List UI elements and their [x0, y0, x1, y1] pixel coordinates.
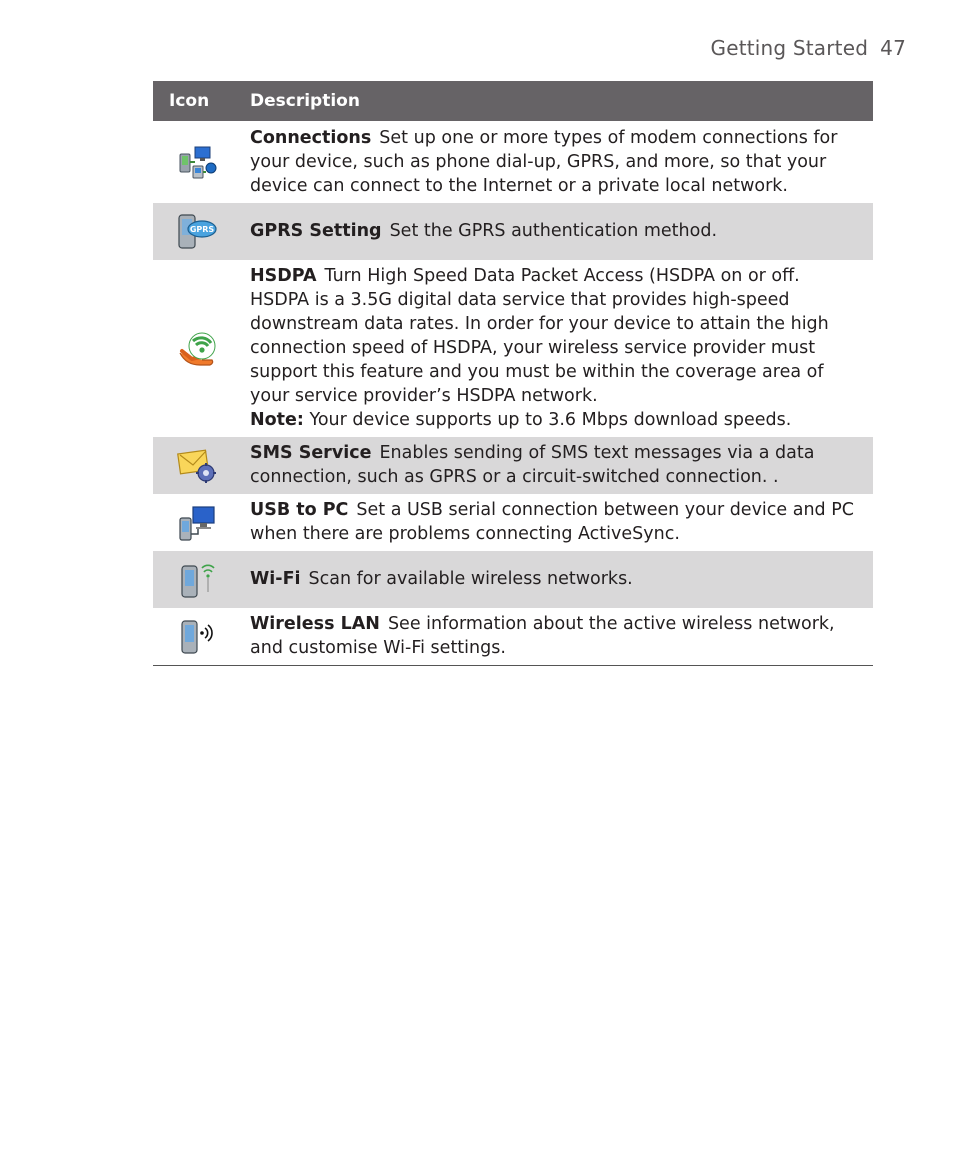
- gprs-icon: [153, 203, 237, 260]
- description-cell: [237, 494, 873, 551]
- section-title: Getting Started: [710, 36, 869, 60]
- table-row: [153, 121, 873, 203]
- note-text: Your device supports up to 3.6 Mbps download speeds.: [309, 410, 792, 430]
- description-text: Scan for available wireless networks.: [308, 569, 633, 589]
- description-cell: [237, 260, 873, 437]
- term-label: USB to PC: [250, 500, 349, 520]
- table-row: [153, 437, 873, 494]
- description-cell: [237, 551, 873, 608]
- table-row: [153, 608, 873, 666]
- description-cell: [237, 203, 873, 260]
- term-label: Wireless LAN: [250, 614, 380, 634]
- page-number: 47: [880, 36, 906, 60]
- usb-to-pc-icon: [153, 494, 237, 551]
- running-head: [711, 36, 907, 60]
- hsdpa-icon: [153, 260, 237, 437]
- column-header-icon: Icon: [153, 81, 237, 121]
- wireless-lan-icon: [153, 608, 237, 666]
- description-cell: [237, 437, 873, 494]
- description-cell: [237, 121, 873, 203]
- column-header-description: Description: [237, 81, 873, 121]
- table-row: [153, 260, 873, 437]
- wifi-icon: [153, 551, 237, 608]
- term-label: Wi-Fi: [250, 569, 301, 589]
- connections-icon: [153, 121, 237, 203]
- description-cell: [237, 608, 873, 666]
- description-text: Set up one or more types of modem connections for your device, such as phone dial-up, GPRS, and more, so that your device can connect to the Internet or a private local network.: [250, 127, 838, 196]
- table-row: [153, 203, 873, 260]
- sms-service-icon: [153, 437, 237, 494]
- table-row: [153, 551, 873, 608]
- description-text-detail: HSDPA is a 3.5G digital data service that provides high-speed downstream data rates. In order for your device to attain the high connection speed of HSDPA, your wireless service provider must support this feature and you must be within the coverage area of your service provider’s HSDPA network.: [250, 290, 829, 406]
- description-text: See information about the active wireless network, and customise Wi-Fi settings.: [250, 614, 835, 658]
- note-label: Note:: [250, 410, 304, 430]
- icon-description-table: [153, 81, 873, 666]
- table-header-row: [153, 81, 873, 121]
- term-label: SMS Service: [250, 443, 372, 463]
- description-text: Turn High Speed Data Packet Access (HSDPA on or off.: [324, 266, 800, 286]
- term-label: Connections: [250, 127, 372, 148]
- description-text: Set a USB serial connection between your device and PC when there are problems connecting ActiveSync.: [250, 500, 855, 544]
- term-label: HSDPA: [250, 266, 317, 286]
- svg-text:GPRS: GPRS: [189, 224, 215, 234]
- table-row: [153, 494, 873, 551]
- term-label: GPRS Setting: [250, 221, 382, 241]
- description-text: Set the GPRS authentication method.: [389, 221, 718, 241]
- description-text: Enables sending of SMS text messages via a data connection, such as GPRS or a circuit-switched connection. .: [250, 443, 815, 487]
